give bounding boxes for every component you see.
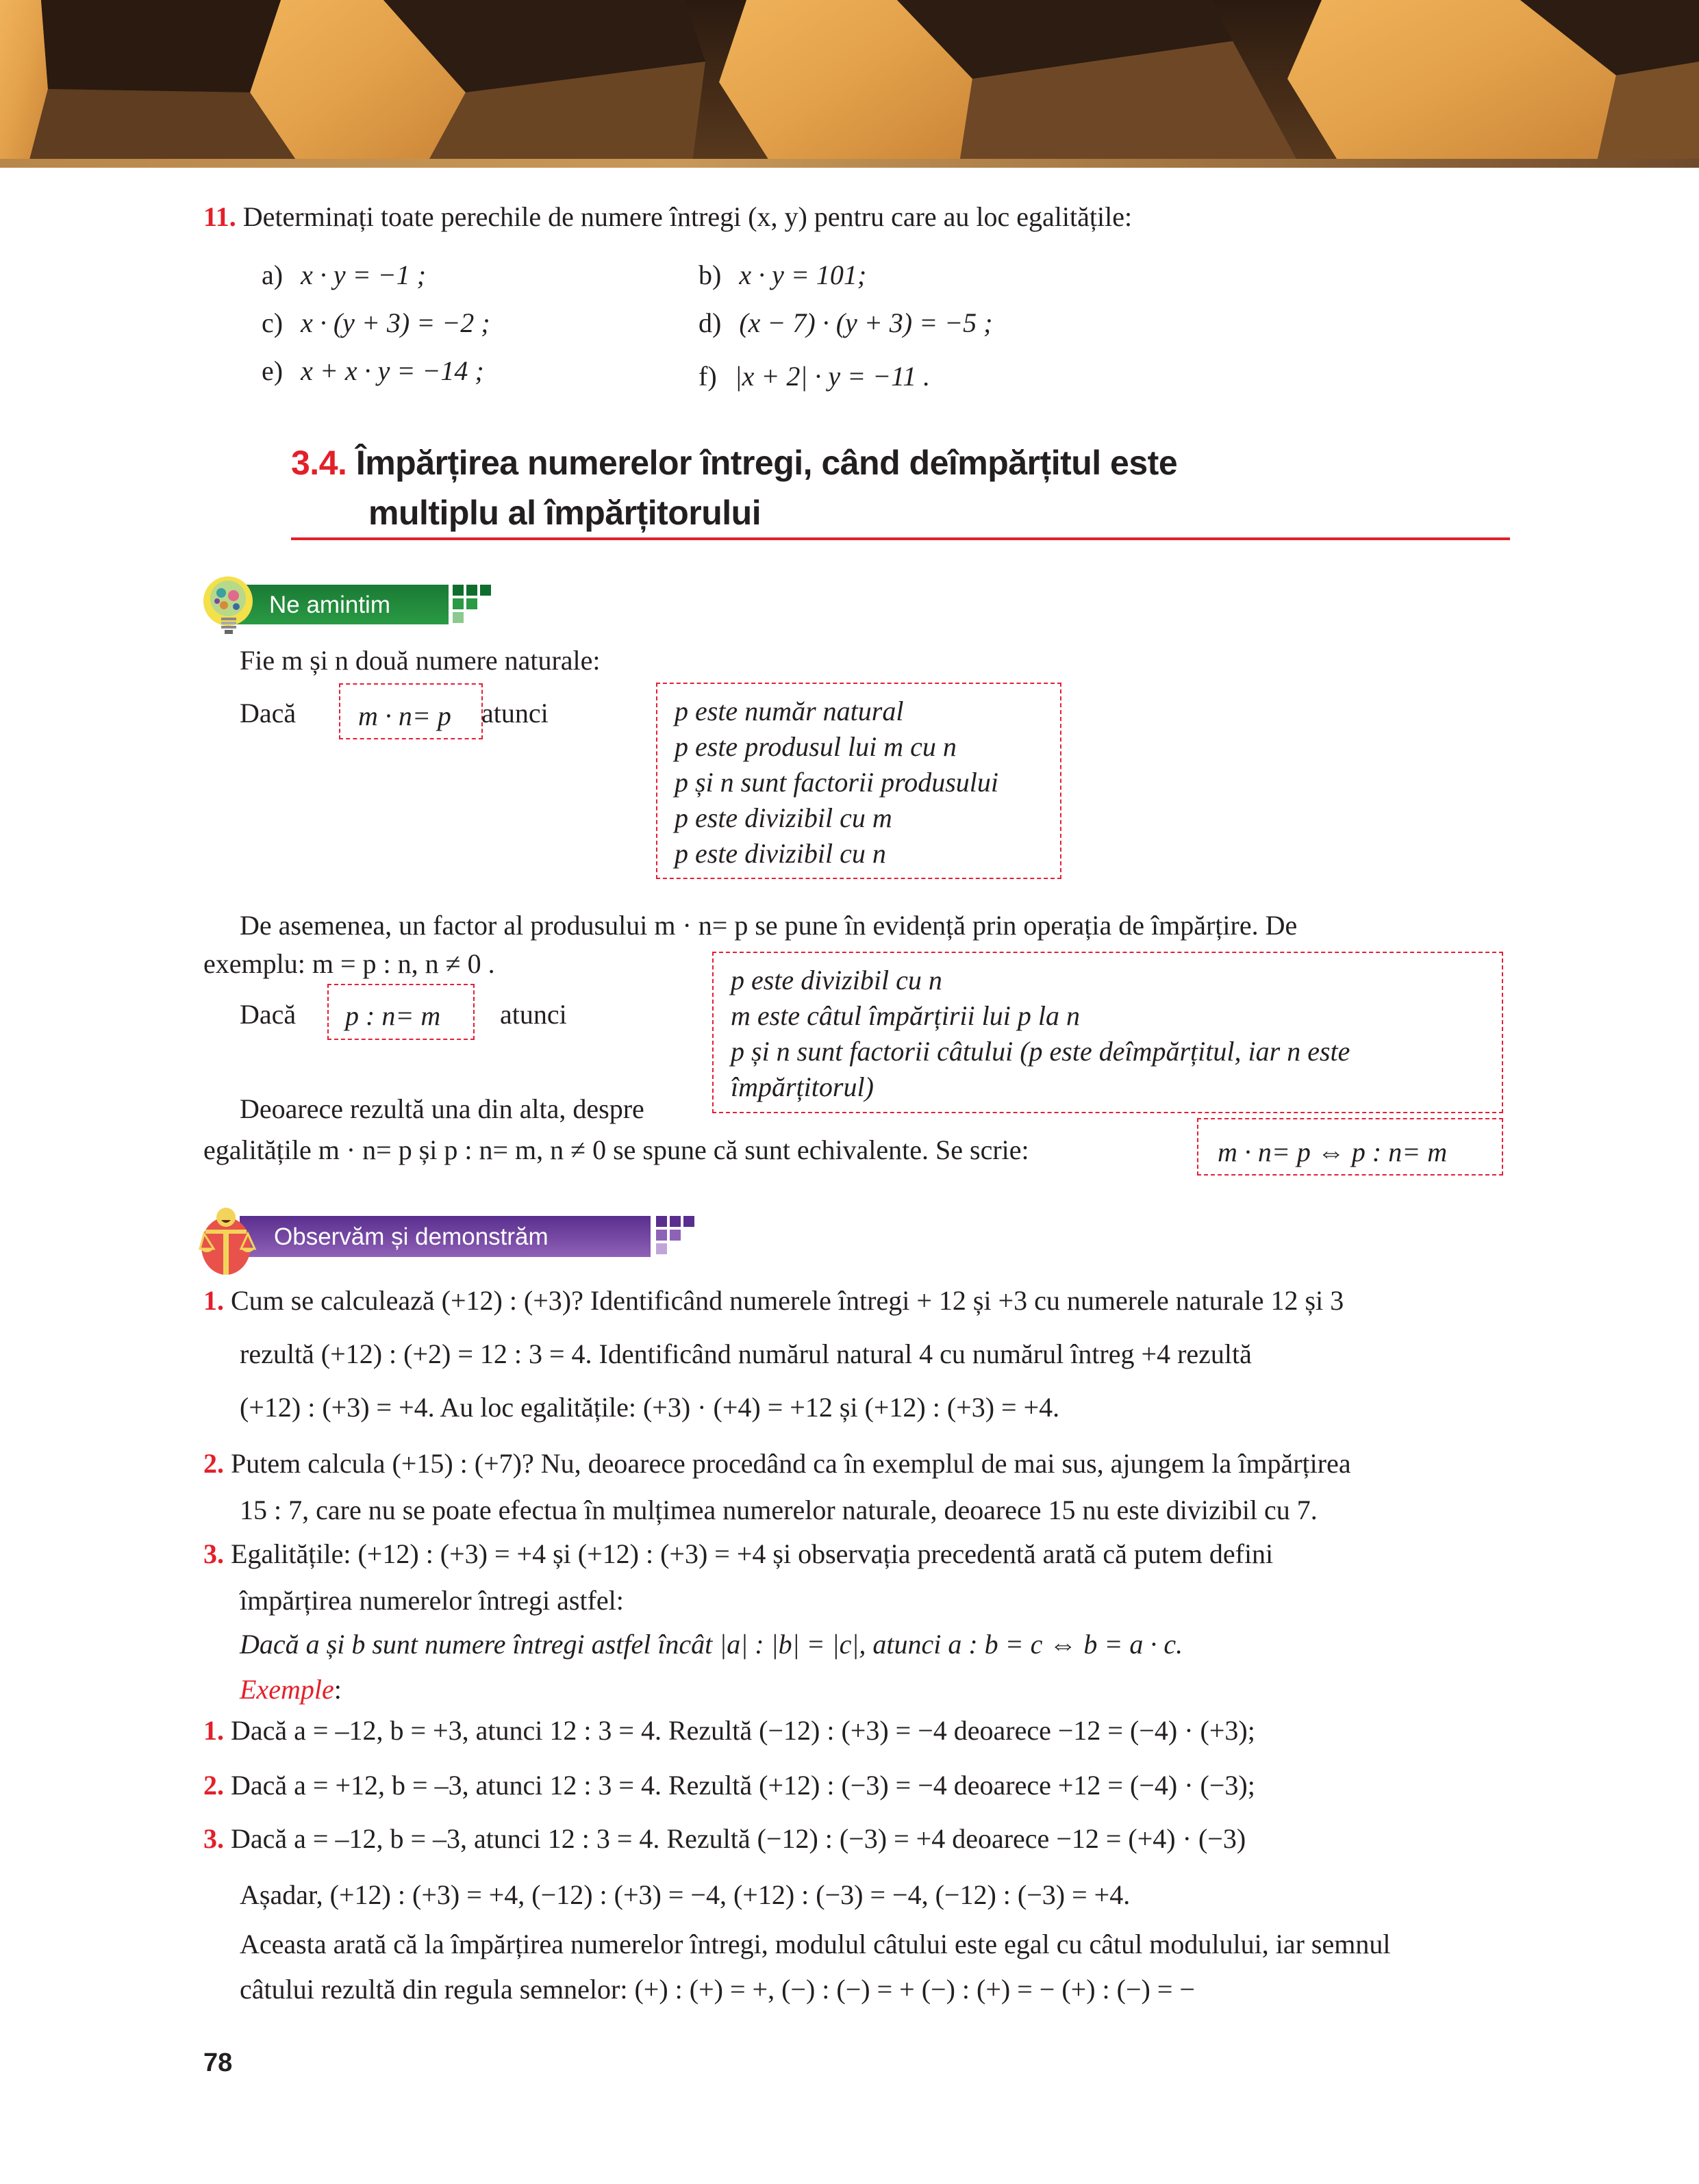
decor-square	[453, 585, 464, 596]
section-title-line-2: multiplu al împărțitorului	[368, 494, 762, 532]
observe-item-2-line-1	[203, 1450, 1351, 1477]
example-number: 2.	[203, 1770, 224, 1801]
colon: :	[333, 1674, 342, 1705]
exercise-11-prompt	[203, 203, 1132, 231]
item-expression: (x − 7) · (y + 3) = −5 ;	[739, 307, 993, 338]
lightbulb-gears-icon	[202, 575, 255, 637]
quotient-properties-box	[712, 952, 1503, 1113]
item-label: c)	[262, 307, 284, 338]
item-text: Egalitățile: (+12) : (+3) = +4 și (+12) : (+3) = +4 și observația precedentă arată că putem defini	[231, 1538, 1274, 1569]
recall-paragraph-2-line-2: exemplu: m = p : n, n ≠ 0 .	[203, 948, 495, 979]
if-label: Dacă	[240, 999, 297, 1030]
product-properties-box	[656, 683, 1061, 879]
recall-intro: Fie m și n două numere naturale:	[240, 645, 601, 676]
exercise-item	[262, 309, 490, 337]
example-number: 1.	[203, 1715, 224, 1746]
item-number: 1.	[203, 1285, 224, 1316]
property-line: p este divizibil cu n	[675, 838, 886, 869]
equivalence-box	[1197, 1118, 1503, 1176]
decor-square	[480, 585, 491, 596]
summary-line: Așadar, (+12) : (+3) = +4, (−12) : (+3) = −4, (+12) : (−3) = −4, (−12) : (−3) = +4.	[240, 1879, 1131, 1910]
example-item	[203, 1825, 1246, 1853]
banner-bottom-strip	[0, 159, 1699, 168]
header-banner-image	[0, 0, 1699, 168]
property-line: p și n sunt factorii câtului (p este deîmpărțitul, iar n este	[731, 1036, 1350, 1067]
property-line: p este divizibil cu n	[731, 965, 942, 995]
badge-label: Ne amintim	[269, 591, 390, 618]
exercise-item	[699, 363, 930, 390]
equivalence-expression: m · n= p ⇔ p : n= m	[1218, 1137, 1448, 1167]
property-line: p este divizibil cu m	[675, 802, 892, 833]
example-item	[203, 1772, 1255, 1799]
observe-item-3-line-2: împărțirea numerelor întregi astfel:	[240, 1585, 624, 1616]
property-line: m este câtul împărțirii lui p la n	[731, 1000, 1080, 1031]
observe-item-1-line-2	[240, 1338, 1496, 1369]
ne-amintim-badge	[202, 575, 496, 637]
exercise-text: Determinați toate perechile de numere întregi (x, y) pentru care au loc egalitățile:	[242, 201, 1133, 232]
example-text: Dacă a = +12, b = –3, atunci 12 : 3 = 4. Rezultă (+12) : (−3) = −4 deoarece +12 = (−4) · (−3);	[231, 1770, 1255, 1801]
item-expression: x · y = 101;	[739, 259, 867, 290]
section-title	[291, 443, 1177, 483]
exercise-item	[262, 259, 426, 290]
conclusion-line-1: Aceasta arată că la împărțirea numerelor întregi, modulul câtului este egal cu câtul modulului, iar semnul	[240, 1929, 1391, 1959]
paragraph-text: De asemenea, un factor al produsului m · n= p se pune în evidență prin operația de împărțire. De	[240, 910, 1298, 941]
property-line: p este produsul lui m cu n	[675, 731, 957, 762]
item-expression: |x + 2| · y = −11 .	[734, 361, 931, 392]
quotient-expression: p : n= m	[345, 1000, 441, 1031]
conclusion-line-2: câtului rezultă din regula semnelor: (+) : (+) = +, (−) : (−) = + (−) : (+) = − (+) : (−) = −	[240, 1974, 1195, 2005]
section-title-line-1: Împărțirea numerelor întregi, când deîmpărțitul este	[355, 444, 1178, 482]
section-title-underline	[291, 537, 1510, 540]
property-line: împărțitorul)	[731, 1071, 874, 1102]
observe-item-1-line-1	[203, 1287, 1344, 1315]
decor-square	[656, 1230, 667, 1241]
examples-heading	[240, 1676, 342, 1703]
if-label: Dacă	[240, 698, 297, 728]
property-line: p și n sunt factorii produsului	[675, 767, 999, 798]
item-expression: x + x · y = −14 ;	[301, 355, 484, 386]
then-label: atunci	[500, 999, 567, 1030]
badge-bar	[236, 585, 449, 624]
example-number: 3.	[203, 1823, 224, 1854]
property-line: p este număr natural	[675, 696, 904, 726]
observe-item-3-line-1	[203, 1540, 1273, 1568]
product-expression: m · n= p	[358, 700, 451, 731]
observe-item-2-line-2: 15 : 7, care nu se poate efectua în mulțimea numerelor naturale, deoarece 15 nu este divizibil cu 7.	[240, 1495, 1318, 1525]
decor-square	[453, 598, 464, 609]
examples-label: Exemple	[240, 1674, 334, 1705]
decor-square	[656, 1243, 667, 1254]
decor-square	[466, 585, 477, 596]
example-item	[203, 1717, 1255, 1744]
exercise-item	[699, 259, 867, 290]
item-number: 3.	[203, 1538, 224, 1569]
decor-square	[670, 1216, 681, 1227]
section-number: 3.4.	[291, 444, 347, 482]
item-label: f)	[699, 361, 717, 392]
item-label: b)	[699, 259, 722, 290]
example-text: Dacă a = –12, b = –3, atunci 12 : 3 = 4. Rezultă (−12) : (−3) = +4 deoarece −12 = (+4) · (−3)	[231, 1823, 1246, 1854]
recall-paragraph-2-line-1	[240, 912, 1496, 939]
item-text: rezultă (+12) : (+2) = 12 : 3 = 4. Identificând numărul natural 4 cu numărul întreg +4 rezultă	[240, 1338, 1252, 1369]
division-definition: Dacă a și b sunt numere întregi astfel încât |a| : |b| = |c|, atunci a : b = c ⇔ b = a · c.	[240, 1629, 1183, 1660]
decor-square	[466, 598, 477, 609]
then-label: atunci	[481, 698, 549, 728]
decor-square	[683, 1216, 694, 1227]
item-label: a)	[262, 259, 284, 290]
recall-paragraph-3-line-1: Deoarece rezultă una din alta, despre	[240, 1093, 644, 1124]
exercise-item	[262, 357, 484, 385]
item-label: e)	[262, 355, 284, 386]
item-number: 2.	[203, 1448, 224, 1479]
product-expression-box	[339, 683, 483, 739]
scales-figure-icon	[199, 1204, 267, 1279]
item-text: Cum se calculează (+12) : (+3)? Identificând numerele întregi + 12 și +3 cu numerele naturale 12 și 3	[231, 1285, 1344, 1316]
decor-square	[656, 1216, 667, 1227]
quotient-expression-box	[327, 984, 475, 1040]
observe-item-1-line-3: (+12) : (+3) = +4. Au loc egalitățile: (+3) · (+4) = +12 și (+12) : (+3) = +4.	[240, 1392, 1060, 1423]
item-text: Putem calcula (+15) : (+7)? Nu, deoarece procedând ca în exemplul de mai sus, ajungem la împărțirea	[231, 1448, 1351, 1479]
item-label: d)	[699, 307, 722, 338]
observam-demonstram-badge	[199, 1204, 692, 1279]
decor-square	[453, 612, 464, 623]
example-text: Dacă a = –12, b = +3, atunci 12 : 3 = 4. Rezultă (−12) : (+3) = −4 deoarece −12 = (−4) · (+3);	[231, 1715, 1255, 1746]
decor-square	[670, 1230, 681, 1241]
item-expression: x · (y + 3) = −2 ;	[301, 307, 490, 338]
page-number: 78	[203, 2048, 233, 2077]
badge-label: Observăm și demonstrăm	[274, 1223, 549, 1250]
exercise-number: 11.	[203, 201, 236, 232]
badge-bar	[240, 1216, 651, 1257]
exercise-item	[699, 309, 992, 337]
recall-paragraph-3-line-2: egalitățile m · n= p și p : n= m, n ≠ 0 se spune că sunt echivalente. Se scrie:	[203, 1134, 1029, 1165]
item-expression: x · y = −1 ;	[301, 259, 426, 290]
golden-blocks-illustration	[0, 0, 1699, 168]
